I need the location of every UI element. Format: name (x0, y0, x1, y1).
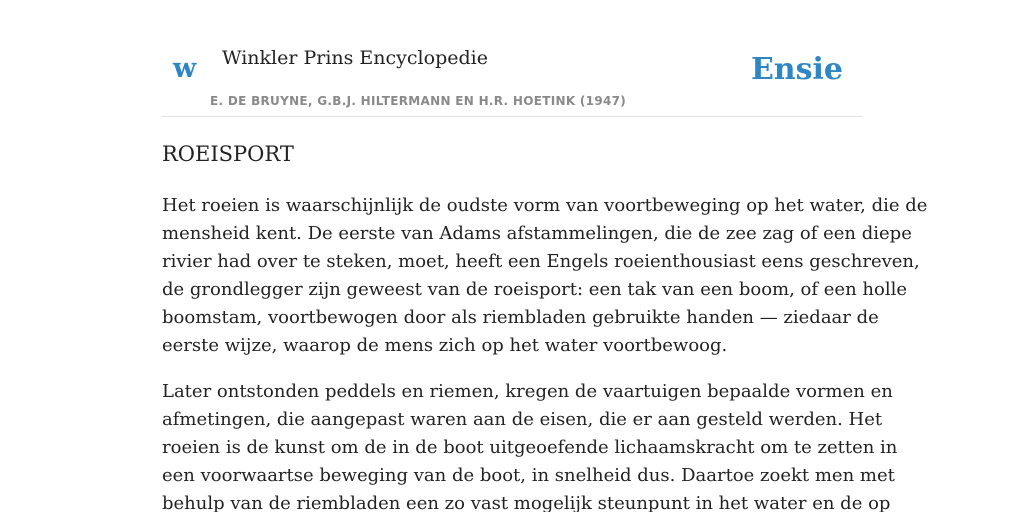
text-line: roeien is de kunst om de in de boot uitgeoefende lichaamskracht om te zetten in (162, 437, 898, 458)
site-header (162, 0, 862, 117)
text-line: afmetingen, die aangepast waren aan de eisen, die er aan gesteld werden. Het (162, 409, 883, 430)
site-title: Winkler Prins Encyclopedie (222, 47, 488, 69)
winkler-prins-logo[interactable]: w (173, 53, 197, 84)
article-paragraph (162, 378, 898, 512)
article-title: ROEISPORT (162, 142, 294, 166)
text-line: de grondlegger zijn geweest van de roeisport: een tak van een boom, of een holle (162, 279, 907, 300)
article-paragraph (162, 192, 928, 360)
ensie-logo-link[interactable]: Ensie (750, 52, 843, 87)
text-line: Het roeien is waarschijnlijk de oudste vorm van voortbeweging op het water, die de (162, 195, 928, 216)
text-line: boomstam, voortbewogen door als riembladen gebruikte handen — ziedaar de (162, 307, 879, 328)
text-line: behulp van de riembladen een zo vast mogelijk steunpunt in het water en de op (162, 493, 891, 512)
text-line: rivier had over te steken, moet, heeft een Engels roeienthousiast eens geschreven, (162, 251, 920, 272)
text-line: een voorwaartse beweging van de boot, in snelheid dus. Daartoe zoekt men met (162, 465, 895, 486)
text-line: mensheid kent. De eerste van Adams afstammelingen, die de zee zag of een diepe (162, 223, 912, 244)
text-line: eerste wijze, waarop de mens zich op het water voortbewoog. (162, 335, 728, 356)
text-line: Later ontstonden peddels en riemen, kregen de vaartuigen bepaalde vormen en (162, 381, 893, 402)
article-body (162, 192, 928, 512)
authors-line: E. DE BRUYNE, G.B.J. HILTERMANN EN H.R. HOETINK (1947) (210, 94, 627, 108)
